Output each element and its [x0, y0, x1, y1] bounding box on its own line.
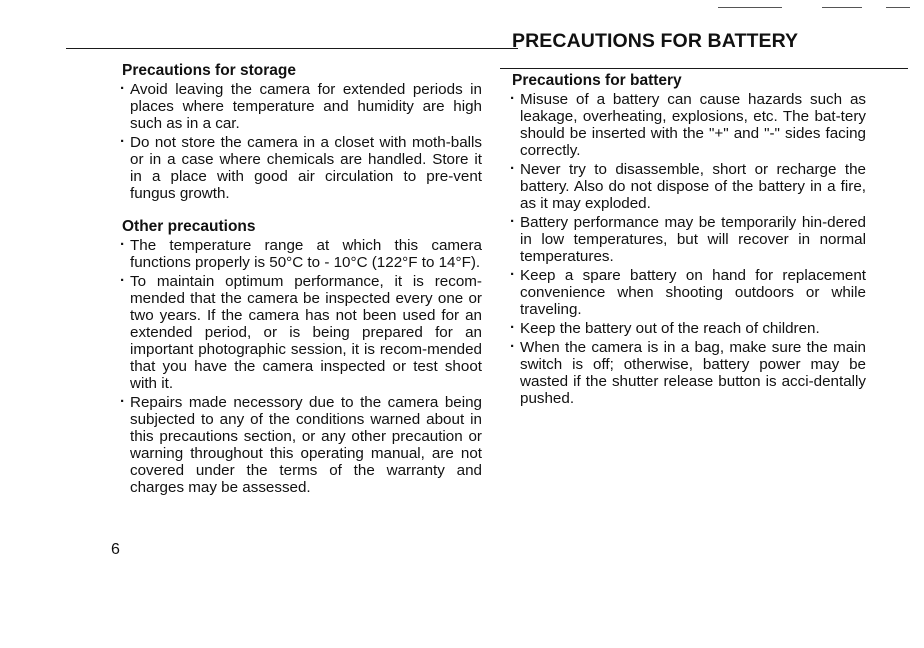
list-item: · When the camera is in a bag, make sure the main switch is off; otherwise, battery power may be wasted if the shutter release button is acci-dentally pushed. [510, 339, 866, 407]
list-item: · The temperature range at which this camera functions properly is 50°C to - 10°C (122°F to 14°F). [120, 237, 482, 271]
other-section-title: Other precautions [122, 218, 256, 235]
list-item: · Never try to disassemble, short or recharge the battery. Also do not dispose of the battery in a fire, as it may exploded. [510, 161, 866, 212]
storage-section-title: Precautions for storage [122, 62, 296, 79]
list-item: · Do not store the camera in a closet with moth-balls or in a case where chemicals are handled. Store it in a place with good air circulation to pre-vent fungus growth. [120, 134, 482, 202]
storage-section [120, 62, 482, 202]
scan-artifact-line [822, 7, 862, 8]
scan-artifact-line [886, 7, 910, 8]
header-rule-right [500, 68, 908, 69]
other-section [120, 218, 482, 496]
scan-artifact-line [718, 7, 782, 8]
page-number: 6 [111, 541, 120, 558]
storage-list [120, 81, 482, 202]
list-item: · Misuse of a battery can cause hazards such as leakage, overheating, explosions, etc. The bat-tery should be inserted with the "+" and "-" sides facing correctly. [510, 91, 866, 159]
list-item: · Battery performance may be temporarily hin-dered in low temperatures, but will recover in normal temperatures. [510, 214, 866, 265]
battery-list [510, 91, 866, 407]
list-item: · To maintain optimum performance, it is recom-mended that the camera be inspected every one or two years. If the camera has not been used for an extended period, or is being prepared for an important photographic session, it is recom-mended that you have the camera inspected or test shoot with it. [120, 273, 482, 392]
page-heading: PRECAUTIONS FOR BATTERY [512, 30, 799, 52]
other-list [120, 237, 482, 496]
battery-section-title: Precautions for battery [512, 72, 682, 89]
battery-section [510, 72, 866, 407]
list-item: · Avoid leaving the camera for extended periods in places where temperature and humidity are high such as in a car. [120, 81, 482, 132]
header-rule-left [66, 48, 518, 49]
list-item: · Keep a spare battery on hand for replacement convenience when shooting outdoors or while traveling. [510, 267, 866, 318]
left-column [120, 62, 482, 512]
right-column [510, 72, 866, 423]
list-item: · Repairs made necessory due to the camera being subjected to any of the conditions warned about in this precautions section, or any other precaution or warning throughout this operating manual, are not covered under the terms of the warranty and charges may be assessed. [120, 394, 482, 496]
list-item: · Keep the battery out of the reach of children. [510, 320, 866, 337]
